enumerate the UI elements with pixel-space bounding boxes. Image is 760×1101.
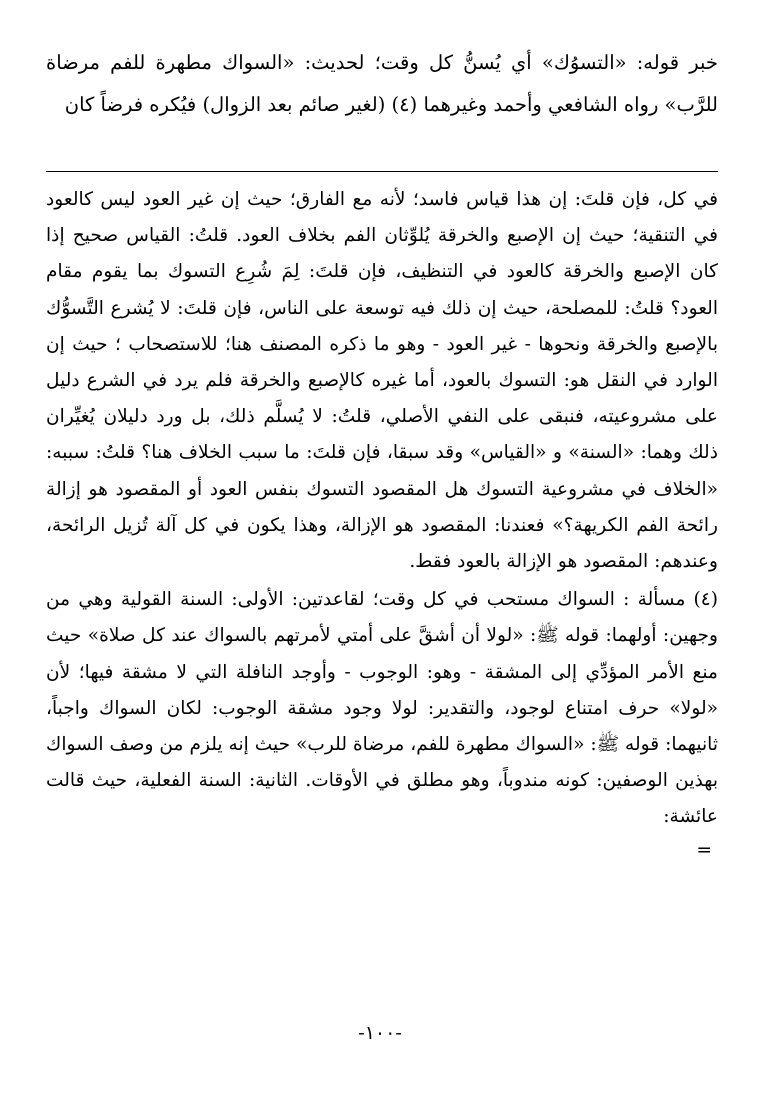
footnotes: [46, 182, 718, 866]
page-number: -١٠٠-: [358, 1022, 402, 1044]
footnote-text: في كل، فإن قلتَ: إن هذا قياس فاسد؛ لأنه مع الفارق؛ حيث إن غير العود ليس كالعود في التنقية؛ حيث إن الإصبع والخرقة يُلوِّثان الفم بخلاف العود. قلتُ: القياس صحيح إذا كان الإصبع والخرقة كالعود في التنظيف، فإن قلتَ: لِمَ شُرِع التسوك بما يقوم مقام العود؟ قلتُ: للمصلحة، حيث إن ذلك فيه توسعة على الناس، فإن قلتَ: لا يُشرع التَّسوُّك بالإصبع والخرقة ونحوها - غير العود - وهو ما ذكره المصنف هنا؛ للاستصحاب ؛ حيث إن الوارد في النقل هو: التسوك بالعود، أما غيره كالإصبع والخرقة فلم يرد في الشرع دليل على مشروعيته، فنبقى على النفي الأصلي، قلتُ: لا يُسلَّم ذلك، بل ورد دليلان يُغيِّران ذلك وهما: «السنة» و «القياس» وقد سبقا، فإن قلتَ: ما سبب الخلاف هنا؟ قلتُ: سببه: «الخلاف في مشروعية التسوك هل المقصود التسوك بنفس العود أو المقصود هو إزالة رائحة الفم الكريهة؟» فعندنا: المقصود هو الإزالة، وهذا يكون في كل آلة تُزيل الرائحة، وعندهم: المقصود هو الإزالة بالعود فقط.: [46, 189, 718, 573]
footnote-number: (٤): [693, 589, 718, 611]
main-text: خبر قوله: «التسوُك» أي يُسنُّ كل وقت؛ لحديث: «السواك مطهرة للفم مرضاة للرَّب» رواه الشافعي وأحمد وغيرهما (٤) (لغير صائم بعد الزوال) فيُكره فرضاً كان: [46, 51, 718, 116]
footnote-continued: [46, 182, 718, 580]
footnote-4: [46, 582, 718, 835]
footnote-text: مسألة : السواك مستحب في كل وقت؛ لقاعدتين: الأولى: السنة القولية وهي من وجهين: أولهما: قوله ﷺ: «لولا أن أشقَّ على أمتي لأمرتهم بالسواك عند كل صلاة» حيث منع الأمر المؤدِّي إلى المشقة - وهو: الوجوب - وأوجد النافلة التي لا مشقة فيها؛ لأن «لولا» حرف امتناع لوجود، والتقدير: لولا وجود مشقة الوجوب: لكان السواك واجباً، ثانيهما: قوله ﷺ: «السواك مطهرة للفم، مرضاة للرب» حيث إنه يلزم من وصف السواك بهذين الوصفين: كونه مندوباً، وهو مطلق في الأوقات. الثانية: السنة الفعلية، حيث قالت عائشة:: [46, 589, 719, 828]
continuation-mark: =: [696, 839, 712, 861]
footnote-divider: [46, 171, 718, 172]
